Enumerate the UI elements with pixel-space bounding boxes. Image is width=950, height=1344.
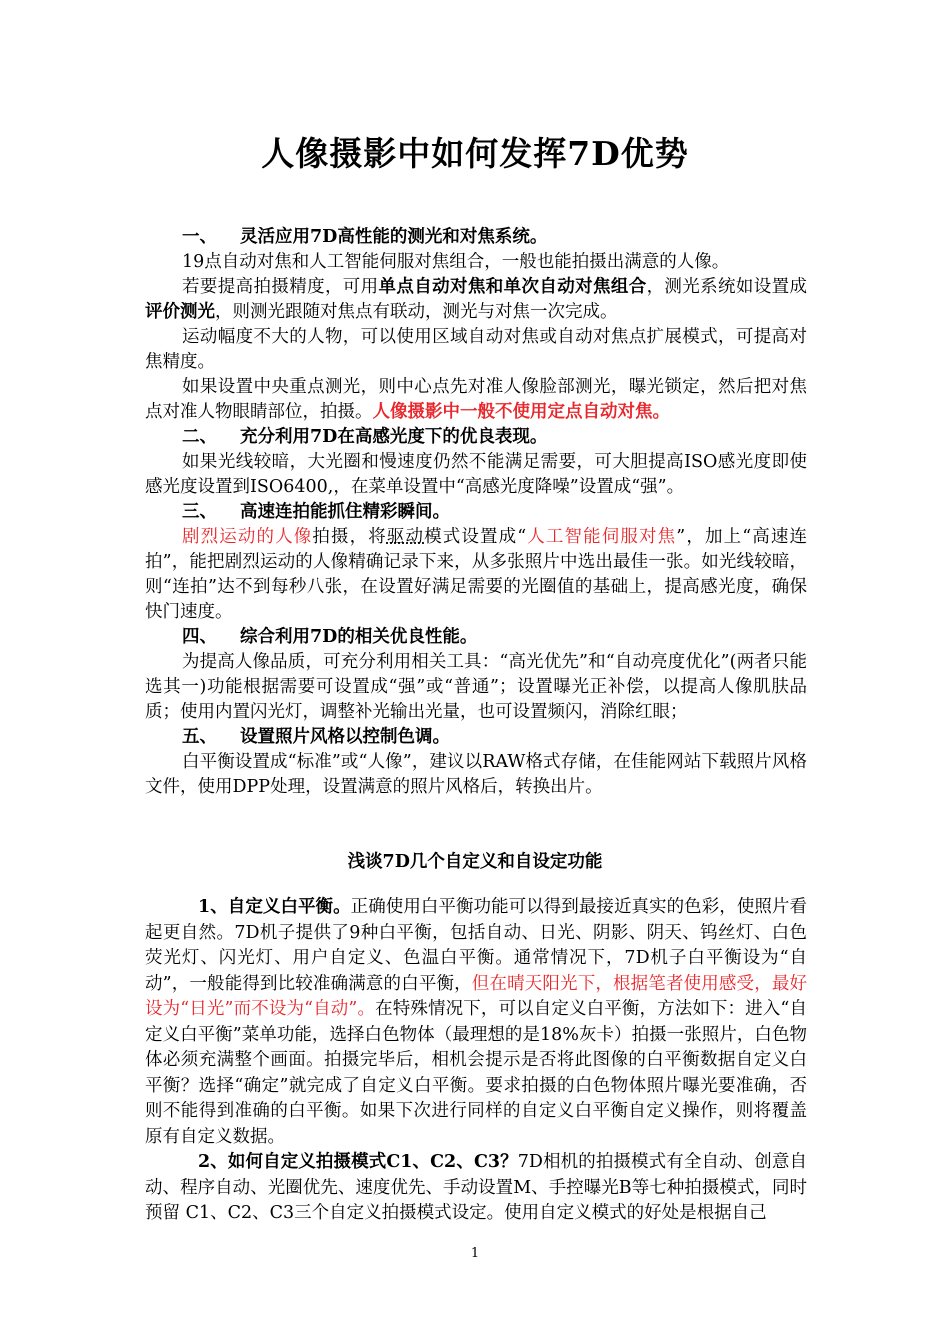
section-number: 二、	[182, 427, 217, 447]
underlined-text: 驱动	[386, 527, 425, 547]
section-number: 五、	[182, 727, 217, 747]
text-run: ，则测光跟随对焦点有联动，测光与对焦一次完成。	[215, 302, 618, 322]
text-run: 拍摄，将	[312, 527, 387, 547]
paragraph: 为提高人像品质，可充分利用相关工具：“高光优先”和“自动亮度优化”(两者只能选其一)功能根据需要可设置成“强”或“普通”；设置曝光正补偿，以提高人像肌肤品质；使用内置闪光灯，调整补光输出光量，也可设置频闪，消除红眼；	[145, 652, 807, 722]
paragraph	[145, 275, 807, 325]
text-run: 7D相机的拍摄模式有全自动、创意自动、程序自动、光圈优先、速度优先、手动设置M、手控曝光B等七种拍摄模式，同时预留 C1、C2、C3三个自定义拍摄模式设定。使用自定义模式的好处是根据自己	[145, 1152, 807, 1223]
paragraph	[145, 375, 807, 425]
text-run: ，测光系统如设置成	[646, 277, 808, 297]
paragraph	[145, 895, 807, 1150]
section-heading-text: 设置照片风格以控制色调。	[240, 727, 450, 747]
paragraph: 如果光线较暗，大光圈和慢速度仍然不能满足需要，可大胆提高ISO感光度即使感光度设置到ISO6400,，在菜单设置中“高感光度降噪”设置成“强”。	[145, 452, 807, 497]
section-heading	[145, 625, 807, 650]
paragraph: 白平衡设置成“标准”或“人像”，建议以RAW格式存储，在佳能网站下载照片风格文件，使用DPP处理，设置满意的照片风格后，转换出片。	[145, 752, 807, 797]
text-run: 模式设置成“	[424, 527, 527, 547]
section-heading	[145, 725, 807, 750]
section-heading	[145, 225, 807, 250]
section-subtitle: 浅谈7D几个自定义和自设定功能	[347, 852, 603, 872]
section-heading-text: 高速连拍能抓住精彩瞬间。	[240, 502, 450, 522]
bold-text: 1、自定义白平衡。	[198, 897, 351, 917]
bold-text: 评价测光	[145, 302, 215, 322]
text-run: ”，加上“高速连拍”，能把剧烈运动的人像精确记录下来，从多张照片中选出最佳一张。如光线较暗，则“连拍”达不到每秒八张，在设置好满足需要的光圈值的基础上，提高感光度，确保快门速度。	[145, 527, 808, 622]
section-heading	[145, 500, 807, 525]
text-run: 若要提高拍摄精度，可用	[182, 277, 379, 297]
section-number: 一、	[182, 227, 217, 247]
paragraph: 运动幅度不大的人物，可以使用区域自动对焦或自动对焦点扩展模式，可提高对焦精度。	[145, 327, 807, 372]
highlight-text: 人像摄影中一般不使用定点自动对焦。	[372, 402, 670, 422]
paragraph: 19点自动对焦和人工智能伺服对焦组合，一般也能拍摄出满意的人像。	[182, 252, 730, 272]
section-number: 四、	[182, 627, 217, 647]
text-run: 在特殊情况下，可以自定义白平衡，方法如下：进入“自定义白平衡”菜单功能，选择白色物体（最理想的是18%灰卡）拍摄一张照片，白色物体必须充满整个画面。拍摄完毕后，相机会提示是否将此图像的白平衡数据自定义白平衡？选择“确定”就完成了自定义白平衡。要求拍摄的白色物体照片曝光要准确，否则不能得到准确的白平衡。如果下次进行同样的自定义白平衡自定义操作，则将覆盖原有自定义数据。	[145, 999, 807, 1147]
section-heading-text: 灵活应用7D高性能的测光和对焦系统。	[240, 227, 548, 247]
section-heading-text: 充分利用7D在高感光度下的优良表现。	[240, 427, 548, 447]
body-section-2	[145, 895, 807, 1227]
section-heading	[145, 425, 807, 450]
text-run: 如果设置中央重点测光，则中心点先对准人像脸部测光，曝光锁定，然后把对焦点对准人物眼睛部位，拍摄。	[145, 377, 807, 422]
paragraph	[145, 525, 807, 625]
bold-text: 2、如何自定义拍摄模式C1、C2、C3？	[198, 1152, 518, 1172]
document-title: 人像摄影中如何发挥7D优势	[261, 134, 689, 173]
highlight-text: 但在晴天阳光下，根据笔者使用感受，最好设为“日光”而不设为“自动”。	[145, 973, 807, 1019]
section-number: 三、	[182, 502, 217, 522]
page-number: 1	[470, 1246, 480, 1261]
text-run: 正确使用白平衡功能可以得到最接近真实的色彩，使照片看起更自然。7D机子提供了9种白平衡，包括自动、日光、阴影、阴天、钨丝灯、白色荧光灯、闪光灯、用户自定义、色温白平衡。通常情况下，7D机子白平衡设为“自动”，一般能得到比较准确满意的白平衡，	[145, 897, 807, 994]
body-section-1	[145, 225, 807, 800]
bold-text: 单点自动对焦和单次自动对焦组合	[378, 277, 647, 297]
highlight-text: 人工智能伺服对焦	[526, 527, 677, 547]
paragraph	[145, 1150, 807, 1227]
highlight-text: 剧烈运动的人像	[182, 527, 313, 547]
section-heading-text: 综合利用7D的相关优良性能。	[240, 627, 478, 647]
